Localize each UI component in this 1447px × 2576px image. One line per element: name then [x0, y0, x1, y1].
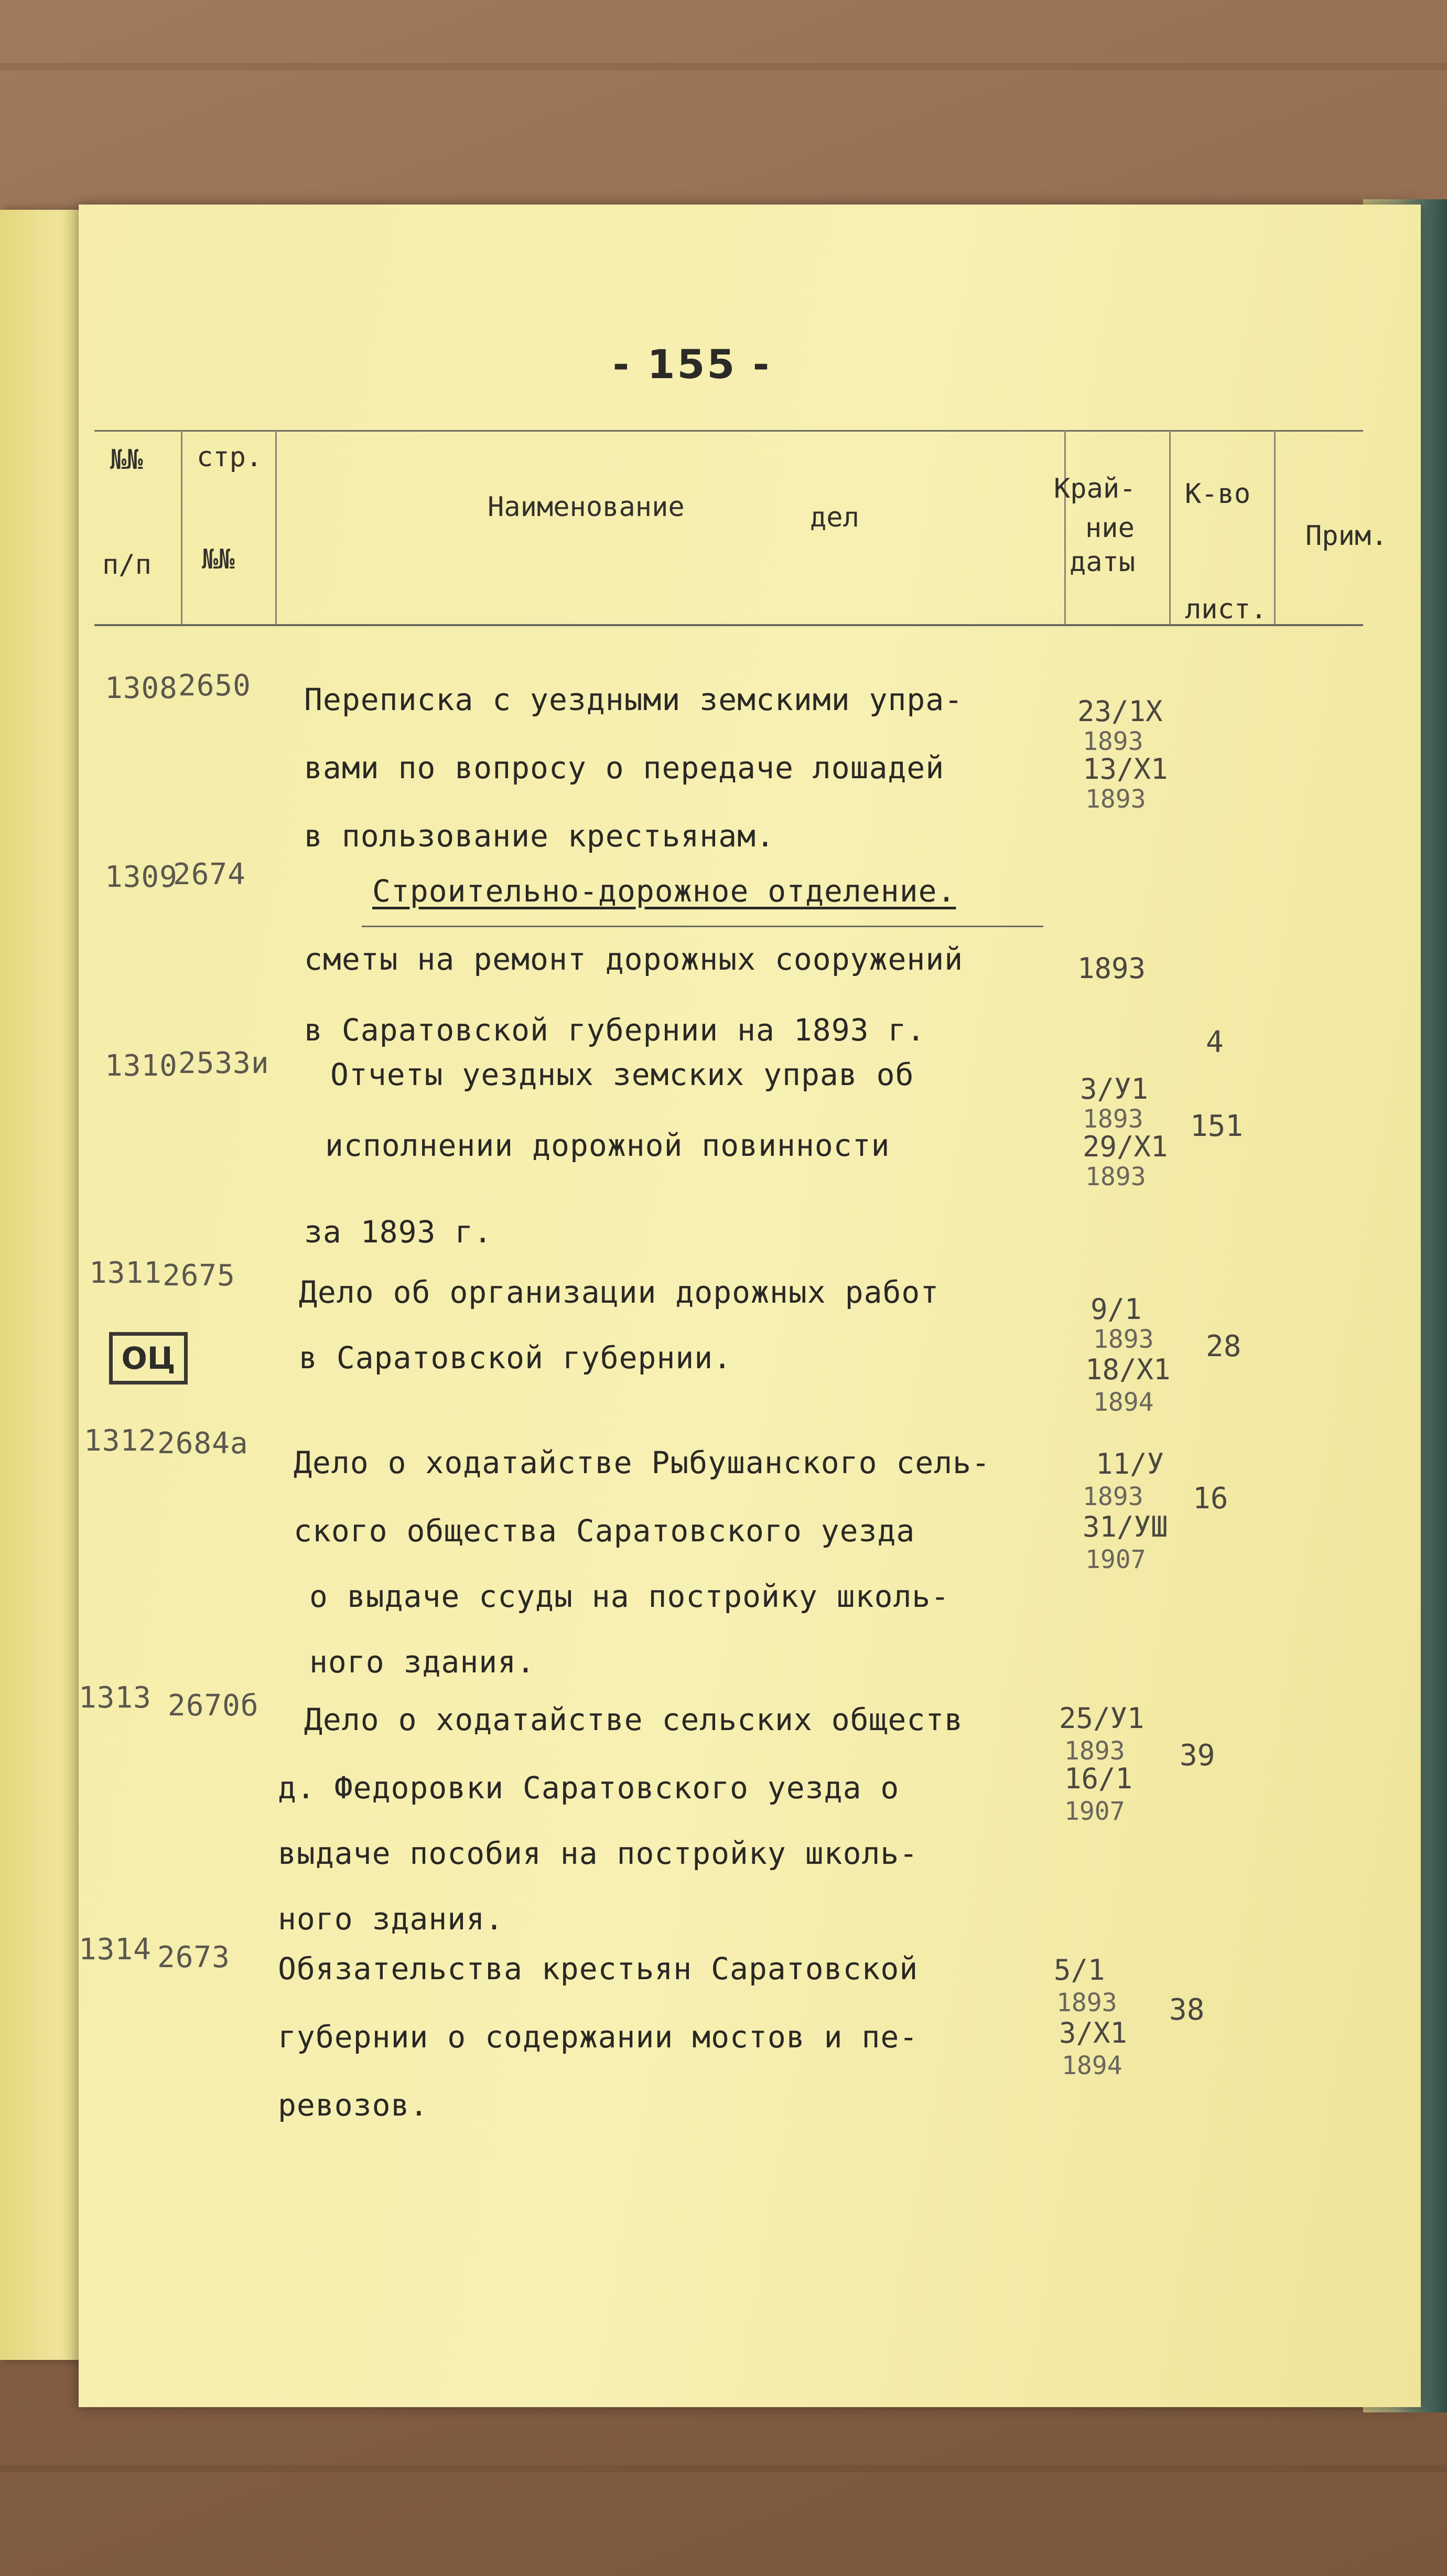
row-date: 1893 — [1056, 1988, 1117, 2017]
column-divider — [1274, 430, 1276, 624]
archive-stamp: ОЦ — [109, 1332, 188, 1384]
row-text-line: вами по вопросу о передаче лошадей — [304, 750, 945, 786]
row-number: 1309 — [105, 860, 178, 894]
row-number: 1313 — [79, 1681, 152, 1715]
row-text-line: Дело об организации дорожных работ — [299, 1274, 940, 1310]
row-reference: 2533и — [178, 1046, 269, 1080]
row-date: 13/Х1 — [1083, 753, 1168, 786]
row-text-line: Дело о ходатайстве Рыбушанского сель- — [294, 1445, 991, 1480]
row-date: 1893 — [1093, 1325, 1154, 1354]
row-date: 1907 — [1064, 1797, 1125, 1826]
row-text-line: Обязательства крестьян Саратовской — [278, 1951, 919, 1987]
row-date: 1893 — [1083, 727, 1143, 756]
row-text-line: д. Федоровки Саратовского уезда о — [278, 1770, 900, 1806]
row-text-line: за 1893 г. — [304, 1214, 493, 1250]
row-date: 5/1 — [1054, 1954, 1105, 1987]
row-text-line: в пользование крестьянам. — [304, 818, 775, 854]
header-count: К-во — [1185, 478, 1251, 510]
row-text-line: ного здания. — [309, 1644, 536, 1680]
header-dates: Край- — [1054, 473, 1136, 505]
row-date: 1894 — [1062, 2051, 1122, 2080]
header-top-rule — [94, 430, 1363, 432]
row-date: 1893 — [1085, 785, 1146, 814]
row-leaf-count: 151 — [1190, 1109, 1244, 1143]
row-text-line: Отчеты уездных земских управ об — [330, 1057, 914, 1092]
header-notes: Прим. — [1305, 520, 1388, 552]
section-underline — [362, 926, 1043, 927]
row-date: 29/Х1 — [1083, 1130, 1168, 1163]
row-reference: 2675 — [163, 1259, 235, 1293]
row-date: 16/1 — [1064, 1762, 1133, 1795]
row-text-line: ского общества Саратовского уезда — [294, 1513, 915, 1549]
row-number: 1314 — [79, 1933, 152, 1967]
wood-grain — [0, 2465, 1447, 2472]
header-num-sub: п/п — [102, 549, 152, 581]
row-date: 1893 — [1077, 952, 1146, 985]
row-leaf-count: 28 — [1206, 1329, 1241, 1364]
row-date: 1893 — [1083, 1482, 1143, 1511]
row-number: 1308 — [105, 671, 178, 705]
row-reference: 2673 — [157, 1940, 230, 1974]
column-divider — [1064, 430, 1066, 624]
header-title: Наименование — [488, 491, 685, 523]
row-text-line: сметы на ремонт дорожных сооружений — [304, 941, 964, 977]
row-text-line: исполнении дорожной повинности — [325, 1128, 890, 1163]
row-date: 9/1 — [1090, 1293, 1142, 1326]
column-divider — [1169, 430, 1171, 624]
row-leaf-count: 39 — [1180, 1738, 1215, 1773]
row-text-line: выдаче пособия на постройку школь- — [278, 1836, 919, 1871]
row-date: 31/УШ — [1083, 1510, 1168, 1543]
row-leaf-count: 4 — [1206, 1025, 1224, 1059]
header-page-sub: №№ — [202, 544, 235, 575]
header-dates-2: ние — [1085, 512, 1135, 544]
page-number: - 155 - — [612, 341, 772, 388]
row-date: 1893 — [1083, 1104, 1143, 1134]
row-date: 3/У1 — [1080, 1072, 1149, 1105]
row-text-line: губернии о содержании мостов и пе- — [278, 2019, 919, 2055]
header-num: №№ — [110, 444, 143, 476]
row-date: 1907 — [1085, 1545, 1146, 1574]
row-text-line: ного здания. — [278, 1901, 504, 1937]
row-reference: 2670б — [168, 1689, 259, 1723]
row-date: 25/У1 — [1059, 1702, 1144, 1735]
archive-page — [79, 205, 1421, 2407]
header-bottom-rule — [94, 624, 1363, 626]
row-date: 3/Х1 — [1059, 2016, 1128, 2049]
row-text-line: Дело о ходатайстве сельских обществ — [304, 1702, 964, 1737]
row-text-line: о выдаче ссуды на постройку школь- — [309, 1579, 950, 1614]
row-number: 1311 — [89, 1256, 162, 1290]
column-divider — [181, 430, 182, 624]
row-text-line: Переписка с уездными земскими упра- — [304, 682, 964, 717]
row-date: 18/Х1 — [1085, 1353, 1171, 1386]
row-leaf-count: 38 — [1169, 1993, 1205, 2027]
row-date: 1893 — [1064, 1736, 1125, 1766]
row-leaf-count: 16 — [1193, 1482, 1228, 1516]
column-divider — [275, 430, 277, 624]
row-text-line: в Саратовской губернии. — [299, 1340, 732, 1376]
row-number: 1312 — [84, 1424, 157, 1458]
row-reference: 2684а — [157, 1426, 249, 1461]
header-dates-3: даты — [1070, 546, 1136, 578]
section-heading: Строительно-дорожное отделение. — [372, 873, 956, 909]
header-page: стр. — [197, 442, 263, 473]
row-reference: 2650 — [178, 669, 251, 703]
row-text-line: в Саратовской губернии на 1893 г. — [304, 1012, 926, 1048]
row-date: 1894 — [1093, 1388, 1154, 1417]
row-date: 1893 — [1085, 1162, 1146, 1192]
row-date: 11/У — [1096, 1447, 1164, 1480]
row-date: 23/1Х — [1077, 695, 1163, 728]
row-text-line: ревозов. — [278, 2087, 429, 2123]
row-number: 1310 — [105, 1049, 178, 1083]
row-reference: 2674 — [173, 857, 246, 892]
header-count-2: лист. — [1185, 594, 1267, 625]
header-title-2: дел — [810, 502, 859, 533]
wood-grain — [0, 63, 1447, 70]
